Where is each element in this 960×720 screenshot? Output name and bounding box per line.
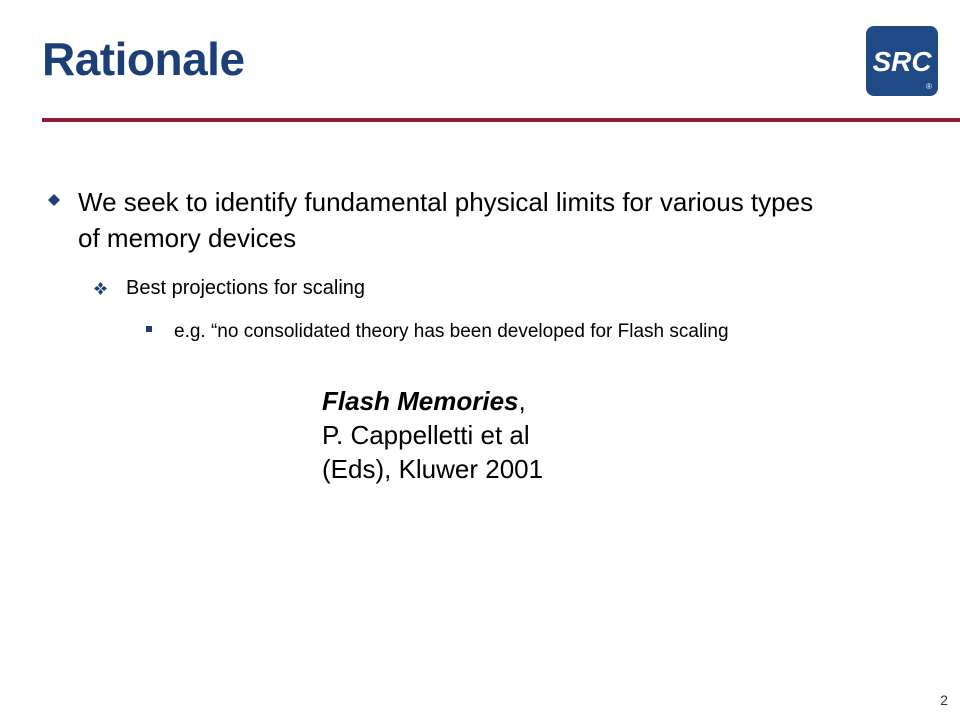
- src-logo: [866, 26, 938, 96]
- citation-book-title: Flash Memories: [322, 386, 519, 416]
- logo-text: SRC: [872, 46, 932, 77]
- four-diamond-bullet-icon: [94, 282, 107, 295]
- slide-title: Rationale: [42, 33, 245, 85]
- diamond-bullet-icon: [48, 194, 60, 206]
- bullet-level3-text: e.g. “no consolidated theory has been developed for Flash scaling: [174, 321, 729, 342]
- page-number: 2: [940, 692, 948, 708]
- citation-publisher: (Eds), Kluwer 2001: [322, 454, 544, 484]
- bullet-level2-text: Best projections for scaling: [126, 277, 366, 299]
- square-bullet-icon: [146, 326, 152, 332]
- bullet-level1-text: We seek to identify fundamental physical limits for various types of memory devices: [78, 187, 814, 253]
- logo-registered-mark: ®: [926, 82, 932, 91]
- citation-title-suffix: ,: [518, 386, 526, 416]
- citation-authors: P. Cappelletti et al: [322, 420, 530, 450]
- title-divider: [42, 118, 960, 122]
- citation-block: [322, 384, 543, 486]
- citation-title-line: [322, 384, 543, 418]
